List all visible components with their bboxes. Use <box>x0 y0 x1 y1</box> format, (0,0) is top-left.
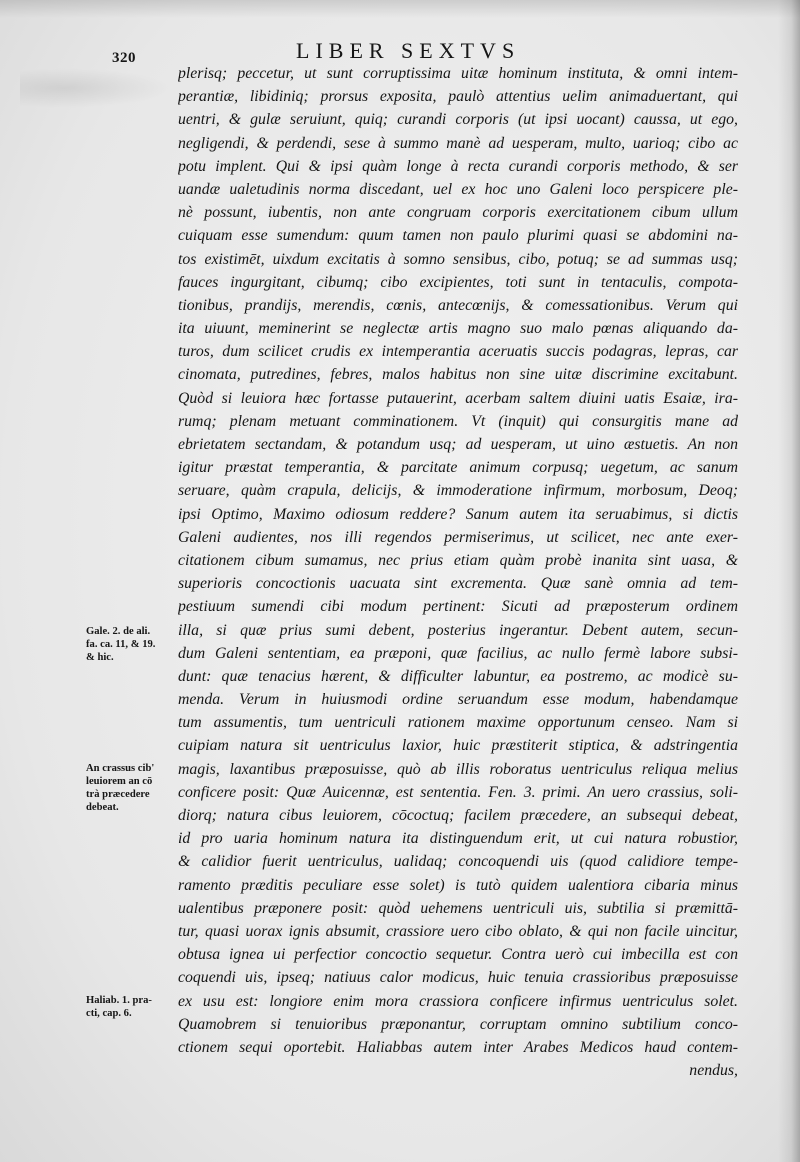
text-line: tur, quasi uorax ignis absumit, crassiore uero cibo oblato, & qui non facile uincitur, <box>178 922 738 940</box>
text-line: cinomata, putredines, febres, malos habitus non sine uitæ discrimine excitabunt. <box>178 366 738 384</box>
margin-note-line: trà præcedere <box>86 789 150 800</box>
text-line: diorq; natura cibus leuiorem, cōcoctuq; facilem præcedere, an subsequi debeat, <box>178 807 738 824</box>
text-line: ita uiuunt, meminerint se neglectæ artis magno suo malo pœnas aliquando da- <box>178 320 738 338</box>
text-line: nendus, <box>689 1062 738 1080</box>
text-line: tionibus, prandijs, merendis, cœnis, antecœnijs, & comessationibus. Verum qui <box>178 296 738 314</box>
text-line: uentri, & gulæ seruiunt, quiq; curandi corporis (ut ipsi uocant) caussa, ut ego, <box>178 111 738 129</box>
text-line: illa, si quæ prius sumi debent, posterius ingerantur. Debent autem, secun- <box>178 621 738 639</box>
text-line: igitur præstat temperantia, & parcitate animum corpusq; uegetum, ac sanum <box>178 459 738 477</box>
text-line: ex usu est: longiore enim mora crassiora conficere infirmus uentriculus solet. <box>178 992 738 1010</box>
text-line: seruare, quàm crapula, delicijs, & immoderatione infirmum, morbosum, Deoq; <box>178 482 738 500</box>
text-line: uandæ ualetudinis norma discedant, uel ex hoc uno Galeni loco perspicere ple- <box>178 180 738 198</box>
margin-note-line: debeat. <box>86 802 119 813</box>
text-line: fauces ingurgitant, cibumq; cibo excipientes, toti sunt in tentaculis, compota- <box>178 273 738 291</box>
text-line: ctionem sequi oportebit. Haliabbas autem inter Arabes Medicos haud contem- <box>178 1038 738 1056</box>
margin-note-line: fa. ca. 11, & 19. <box>86 639 156 650</box>
margin-note-line: An crassus cib' <box>86 763 155 774</box>
text-line: ramento præditis peculiare esse solet) is tutò quidem ualentiora cibaria minus <box>178 876 738 894</box>
margin-note-line: cti, cap. 6. <box>86 1008 132 1019</box>
ink-smudge <box>20 68 170 108</box>
text-line: obtusa ignea ui perfectior concoctio sequetur. Contra uerò cui imbecilla est con <box>178 946 738 964</box>
text-line: ebrietatem sectandam, & potandum usq; ad uesperam, ut uino æstuetis. An non <box>178 436 738 453</box>
text-line: nè possunt, iubentis, non ante congruam corporis exercitationem cibum ullum <box>178 204 738 222</box>
text-line: negligendi, & perdendi, sese à summo manè ad uesperam, multo, uarioq; cibo ac <box>178 134 738 152</box>
text-line: tum assumentis, tum uentriculi rationem maxime opportunum censeo. Nam si <box>178 714 738 732</box>
text-line: id pro uaria hominum natura ita distinguendum erit, ut cui natura robustior, <box>178 830 738 848</box>
text-line: perantiæ, libidiniq; prorsus exposita, paulò attentius uelim animaduertant, qui <box>178 88 738 106</box>
text-line: dum Galeni sententiam, ea præponi, quæ facilius, ac nullo fermè labore subsi- <box>178 644 738 662</box>
text-line: citationem cibum sumamus, nec prius etiam quàm probè inanita sint uasa, & <box>178 551 738 569</box>
margin-note-line: Gale. 2. de ali. <box>86 626 151 637</box>
text-line: pestiuum sumendi cibi modum pertinent: Sicuti ad præposterum ordinem <box>178 598 738 616</box>
text-line: turos, dum scilicet crudis ex intemperantia aceruatis succis podagras, lepras, car <box>178 343 738 361</box>
running-head: LIBER SEXTVS <box>296 38 521 63</box>
text-line: potu implent. Qui & ipsi quàm longe à recta curandi corporis methodo, & ser <box>178 157 738 175</box>
margin-note-line: Haliab. 1. pra- <box>86 995 152 1006</box>
margin-note-galen <box>86 625 172 664</box>
margin-note-line: & hic. <box>86 652 114 663</box>
text-line: Quamobrem si tenuioribus præponantur, corruptam omnino subtilium conco- <box>178 1015 738 1033</box>
text-line: superioris concoctionis uacuata sint excrementa. Quæ sanè omnia ad tem- <box>178 575 738 593</box>
text-line: Quòd si leuiora hæc fortasse putauerint, acerbam saltem diuini uatis Esaiæ, ira- <box>178 389 738 407</box>
text-line: cuiquam esse sumendum: quum tamen non paulo plurimi quasi se abdomini na- <box>178 227 738 245</box>
text-line: ualentibus præponere posit: quòd uehemens uentriculi uis, subtilia si præmittā- <box>178 899 738 917</box>
text-line: Galeni audientes, nos illi regendos permiserimus, ut scilicet, nec ante exer- <box>178 528 738 546</box>
margin-note-haliabbas <box>86 994 172 1020</box>
text-line: plerisq; peccetur, ut sunt corruptissima uitæ hominum instituta, & omni intem- <box>178 65 738 82</box>
page-top-shadow <box>0 0 800 18</box>
text-line: rumq; plenam metuant comminationem. Vt (inquit) qui consurgitis mane ad <box>178 412 738 430</box>
margin-note-crassus <box>86 762 172 814</box>
margin-note-line: leuiorem an cō <box>86 776 153 787</box>
text-line: & calidior fuerit uentriculus, ualidaq; concoquendi uis (quod calidiore tempe- <box>178 853 738 871</box>
text-line: ipsi Optimo, Maximo odiosum reddere? Sanum autem ita seruabimus, si dictis <box>178 505 738 523</box>
text-line: coquendi uis, ipseq; natiuus calor modicus, huic tenuia crassioribus præposuisse <box>178 969 738 987</box>
text-line: magis, laxantibus præposuisse, quò ab illis roboratus uentriculus reliqua melius <box>178 760 738 778</box>
page-number: 320 <box>112 50 136 66</box>
text-line: dunt: quæ tenacius hærent, & difficulter labuntur, ea postremo, ac modicè su- <box>178 667 738 685</box>
binding-shadow <box>778 0 800 1162</box>
text-line: cuipiam natura sit uentriculus laxior, huic præstiterit stiptica, & adstringentia <box>178 737 738 755</box>
text-line: tos existimēt, uixdum excitatis à somno sensibus, cibo, potuq; se ad summas usq; <box>178 250 738 268</box>
text-line: menda. Verum in huiusmodi ordine seruandum esse modum, habendamque <box>178 691 738 709</box>
text-line: conficere posit: Quæ Auicennæ, est sententia. Fen. 3. primi. An uero crassius, soli- <box>178 783 738 801</box>
body-text <box>178 62 738 1082</box>
